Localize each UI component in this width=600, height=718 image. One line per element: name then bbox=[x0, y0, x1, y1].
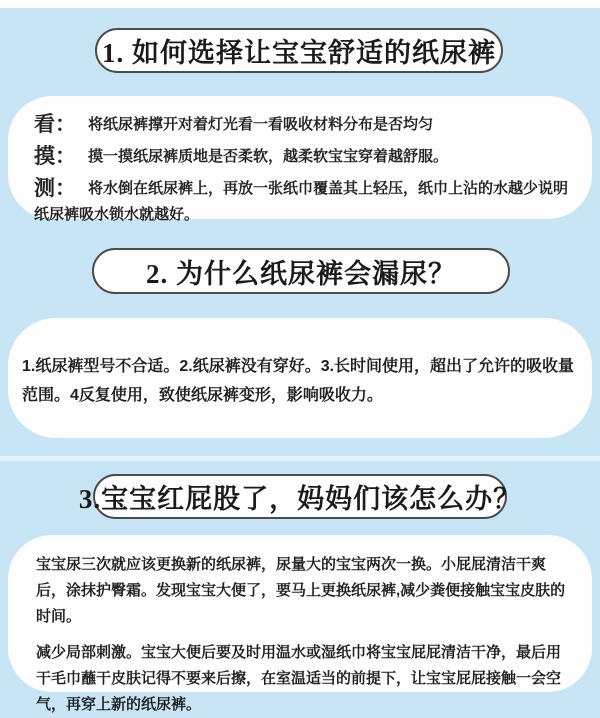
section-seam-divider bbox=[0, 456, 600, 461]
section3-title: 3.宝宝红屁股了，妈妈们该怎么办？ bbox=[78, 484, 522, 514]
section2-panel bbox=[8, 318, 592, 438]
instruction-row-touch bbox=[34, 140, 568, 170]
section1-title: 1. 如何选择让宝宝舒适的纸尿裤 bbox=[102, 38, 496, 68]
leak-reasons-text: 1.纸尿裤型号不合适。2.纸尿裤没有穿好。3.长时间使用，超出了允许的吸收量范围。4反复使用，致使纸尿裤变形，影响吸收力。 bbox=[22, 358, 575, 404]
instruction-label-test: 测： bbox=[34, 176, 76, 200]
red-bottom-paragraph-2: 减少局部刺激。宝宝大便后要及时用温水或湿纸巾将宝宝屁屁清洁干净，最后用干毛巾蘸干皮肤记得不要来后擦，在室温适当的前提下，让宝宝屁屁接触一会空气，再穿上新的纸尿裤。 bbox=[36, 644, 562, 713]
instruction-text-look: 将纸尿裤撑开对着灯光看一看吸收材料分布是否均匀 bbox=[88, 116, 434, 133]
instruction-label-look: 看： bbox=[34, 112, 76, 136]
instruction-label-touch: 摸： bbox=[34, 144, 76, 168]
instruction-row-look bbox=[34, 108, 568, 138]
instruction-text-test: 将水倒在纸尿裤上，再放一张纸巾覆盖其上轻压，纸巾上沾的水越少说明纸尿裤吸水锁水就越好。 bbox=[34, 180, 569, 223]
section3-title-pill bbox=[78, 474, 522, 519]
top-white-strip bbox=[0, 0, 600, 8]
section2-title-pill bbox=[92, 248, 510, 294]
section2-title: 2. 为什么纸尿裤会漏尿？ bbox=[146, 258, 456, 289]
section3-panel bbox=[8, 535, 592, 713]
section1-panel bbox=[8, 96, 592, 223]
section1-title-pill bbox=[95, 28, 503, 73]
instruction-row-test bbox=[34, 172, 568, 228]
red-bottom-paragraph-1: 宝宝尿三次就应该更换新的纸尿裤，尿量大的宝宝两次一换。小屁屁清洁干爽后，涂抹护臀霜。发现宝宝大便了，要马上更换纸尿裤,减少粪便接触宝宝皮肤的时间。 bbox=[36, 556, 566, 625]
instruction-text-touch: 摸一摸纸尿裤质地是否柔软，越柔软宝宝穿着越舒服。 bbox=[88, 148, 449, 165]
